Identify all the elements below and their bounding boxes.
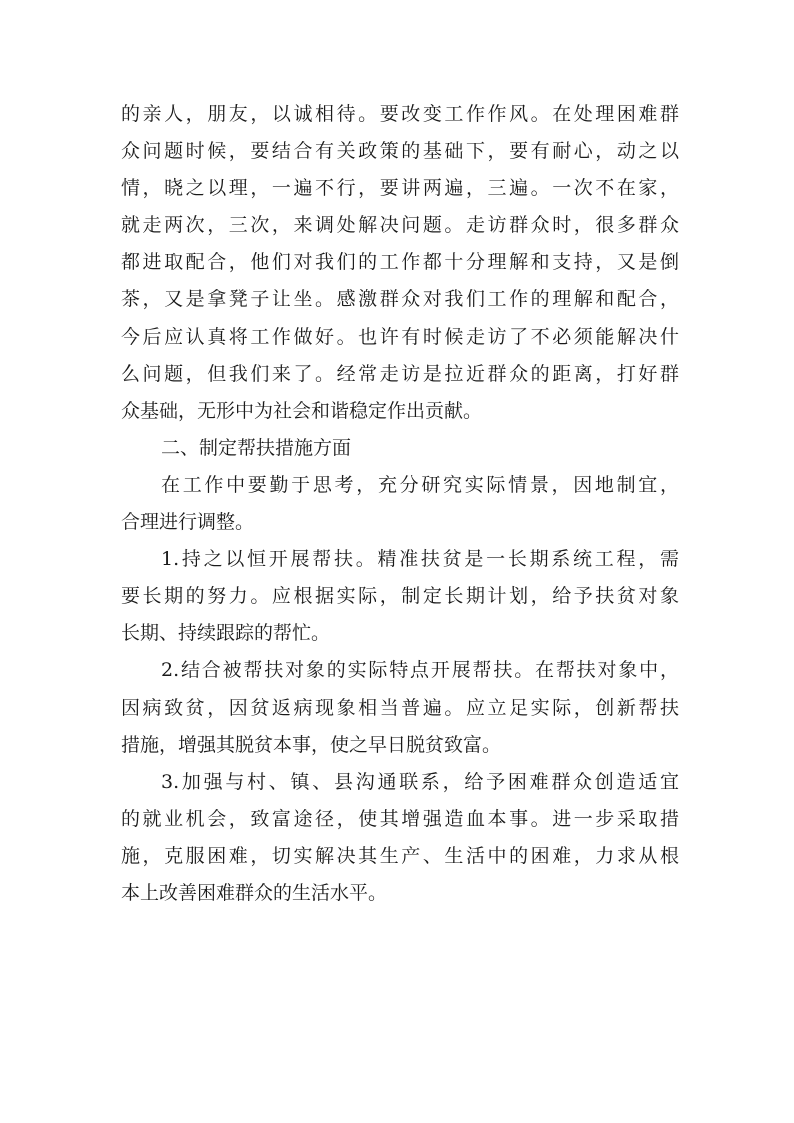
document-body	[121, 96, 679, 912]
text-line: 在工作中要勤于思考，充分研究实际情景，因地制宜，	[161, 473, 679, 496]
text-line: 3.加强与村、镇、县沟通联系，给予困难群众创造适宜	[161, 770, 679, 793]
text-line: 众基础，无形中为社会和谐稳定作出贡献。	[121, 399, 483, 422]
text-line: 都进取配合，他们对我们的工作都十分理解和支持，又是倒	[121, 251, 679, 274]
text-line: 合理进行调整。	[121, 511, 255, 534]
text-line: 情，晓之以理，一遍不行，要讲两遍，三遍。一次不在家，	[121, 177, 679, 200]
text-line: 2.结合被帮扶对象的实际特点开展帮扶。在帮扶对象中，	[161, 659, 679, 682]
text-line: 么问题，但我们来了。经常走访是拉近群众的距离，打好群	[121, 362, 679, 385]
text-line: 因病致贫，因贫返病现象相当普遍。应立足实际，创新帮扶	[121, 696, 679, 719]
text-line: 1.持之以恒开展帮扶。精准扶贫是一长期系统工程，需	[161, 548, 679, 571]
text-line: 今后应认真将工作做好。也许有时候走访了不必须能解决什	[121, 325, 679, 348]
text-line: 的亲人，朋友，以诚相待。要改变工作作风。在处理困难群	[121, 103, 679, 125]
text-line: 长期、持续跟踪的帮忙。	[121, 622, 331, 645]
text-line: 茶，又是拿凳子让坐。感激群众对我们工作的理解和配合，	[121, 288, 679, 311]
text-line: 要长期的努力。应根据实际，制定长期计划，给予扶贫对象	[121, 585, 679, 608]
text-line: 措施，增强其脱贫本事，使之早日脱贫致富。	[121, 733, 502, 756]
text-line: 本上改善困难群众的生活水平。	[121, 881, 388, 904]
text-line: 施，克服困难，切实解决其生产、生活中的困难，力求从根	[121, 844, 679, 867]
text-line: 众问题时候，要结合有关政策的基础下，要有耐心，动之以	[121, 140, 679, 163]
text-line: 就走两次，三次，来调处解决问题。走访群众时，很多群众	[121, 214, 679, 237]
text-line: 的就业机会，致富途径，使其增强造血本事。进一步采取措	[121, 807, 679, 830]
text-line: 二、制定帮扶措施方面	[161, 436, 352, 459]
